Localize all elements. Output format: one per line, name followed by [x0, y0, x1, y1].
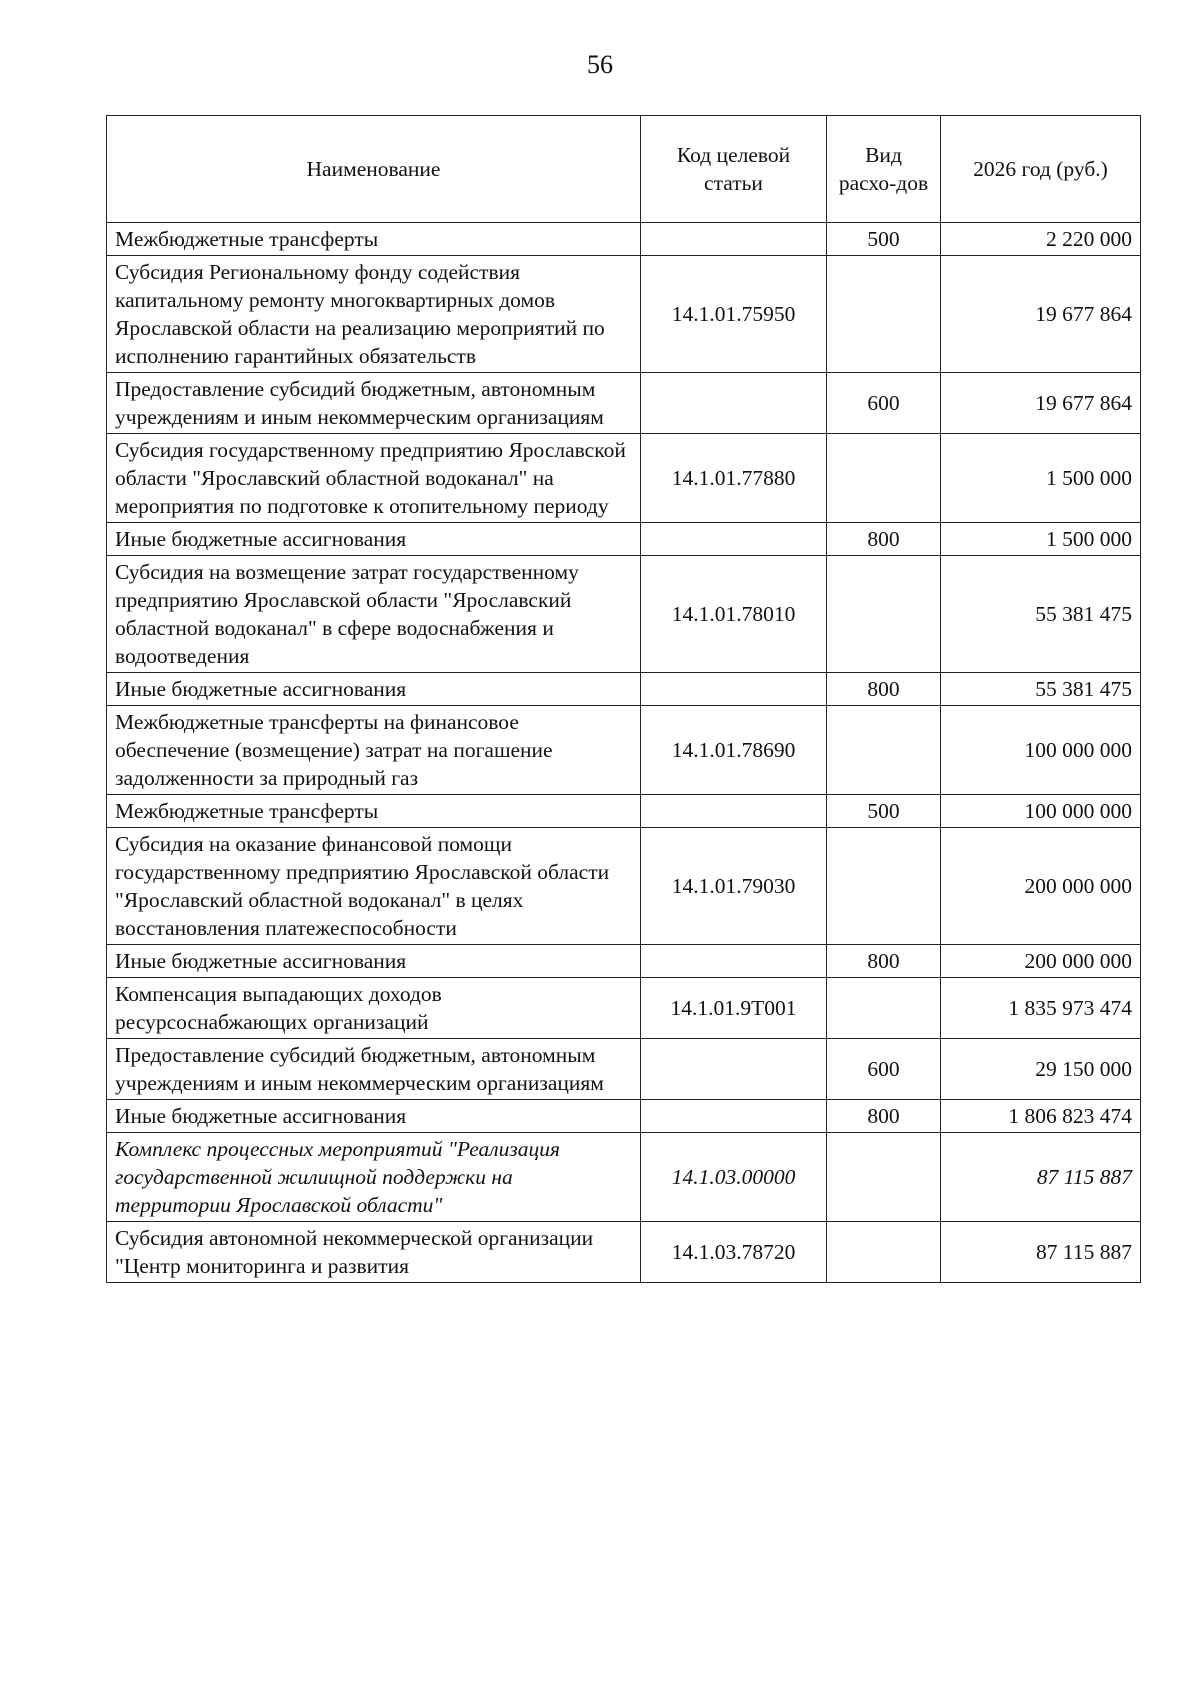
row-code	[641, 1100, 827, 1133]
row-amount: 29 150 000	[941, 1039, 1141, 1100]
table-row	[107, 223, 1141, 256]
row-expense-type	[827, 1222, 941, 1283]
table-header-row	[107, 116, 1141, 223]
table-row	[107, 795, 1141, 828]
row-expense-type	[827, 1133, 941, 1222]
table-row	[107, 1039, 1141, 1100]
row-amount: 87 115 887	[941, 1222, 1141, 1283]
row-name: Иные бюджетные ассигнования	[107, 523, 641, 556]
row-amount: 200 000 000	[941, 828, 1141, 945]
row-code	[641, 673, 827, 706]
table-row	[107, 945, 1141, 978]
row-amount: 19 677 864	[941, 373, 1141, 434]
row-code	[641, 523, 827, 556]
row-amount: 1 835 973 474	[941, 978, 1141, 1039]
row-name: Комплекс процессных мероприятий "Реализация государственной жилищной поддержки на территории Ярославской области"	[107, 1133, 641, 1222]
row-code: 14.1.01.75950	[641, 256, 827, 373]
row-expense-type: 800	[827, 1100, 941, 1133]
table-row	[107, 828, 1141, 945]
row-amount: 1 500 000	[941, 523, 1141, 556]
table-row	[107, 978, 1141, 1039]
table-row-program-complex	[107, 1133, 1141, 1222]
table-row	[107, 706, 1141, 795]
row-name: Предоставление субсидий бюджетным, автономным учреждениям и иным некоммерческим организациям	[107, 373, 641, 434]
row-expense-type	[827, 828, 941, 945]
row-amount: 200 000 000	[941, 945, 1141, 978]
row-code	[641, 1039, 827, 1100]
table-row	[107, 373, 1141, 434]
row-amount: 87 115 887	[941, 1133, 1141, 1222]
row-expense-type: 800	[827, 673, 941, 706]
table-row	[107, 1222, 1141, 1283]
row-code: 14.1.01.77880	[641, 434, 827, 523]
row-expense-type	[827, 556, 941, 673]
table-row	[107, 434, 1141, 523]
row-name: Субсидия на возмещение затрат государственному предприятию Ярославской области "Ярославский областной водоканал" в сфере водоснабжения и водоотведения	[107, 556, 641, 673]
page-number: 56	[587, 50, 613, 79]
row-code	[641, 223, 827, 256]
table-row	[107, 556, 1141, 673]
row-expense-type: 600	[827, 373, 941, 434]
row-code	[641, 373, 827, 434]
row-name: Иные бюджетные ассигнования	[107, 673, 641, 706]
row-name: Предоставление субсидий бюджетным, автономным учреждениям и иным некоммерческим организациям	[107, 1039, 641, 1100]
row-expense-type: 800	[827, 945, 941, 978]
row-expense-type	[827, 706, 941, 795]
row-name: Межбюджетные трансферты на финансовое обеспечение (возмещение) затрат на погашение задолженности за природный газ	[107, 706, 641, 795]
row-amount: 100 000 000	[941, 795, 1141, 828]
row-name: Компенсация выпадающих доходов ресурсоснабжающих организаций	[107, 978, 641, 1039]
row-code	[641, 945, 827, 978]
row-code: 14.1.01.78010	[641, 556, 827, 673]
row-code: 14.1.01.78690	[641, 706, 827, 795]
row-expense-type	[827, 434, 941, 523]
header-code-text: Код целевой статьи	[676, 143, 791, 195]
row-code	[641, 795, 827, 828]
row-expense-type: 500	[827, 795, 941, 828]
header-amount-2026-text: 2026 год (руб.)	[973, 157, 1108, 181]
row-expense-type: 500	[827, 223, 941, 256]
table-row	[107, 673, 1141, 706]
table-row	[107, 1100, 1141, 1133]
budget-table	[106, 115, 1141, 1283]
row-code: 14.1.03.00000	[641, 1133, 827, 1222]
row-amount: 55 381 475	[941, 556, 1141, 673]
row-expense-type	[827, 978, 941, 1039]
row-code: 14.1.03.78720	[641, 1222, 827, 1283]
row-amount: 2 220 000	[941, 223, 1141, 256]
header-code	[641, 116, 827, 223]
row-name: Межбюджетные трансферты	[107, 223, 641, 256]
table-row	[107, 523, 1141, 556]
table-row	[107, 256, 1141, 373]
row-amount: 100 000 000	[941, 706, 1141, 795]
header-expense-type	[827, 116, 941, 223]
row-code: 14.1.01.9Т001	[641, 978, 827, 1039]
header-name-text: Наименование	[306, 157, 441, 181]
row-name: Субсидия государственному предприятию Ярославской области "Ярославский областной водоканал" на мероприятия по подготовке к отопительному периоду	[107, 434, 641, 523]
row-name: Межбюджетные трансферты	[107, 795, 641, 828]
row-amount: 19 677 864	[941, 256, 1141, 373]
row-expense-type	[827, 256, 941, 373]
row-amount: 55 381 475	[941, 673, 1141, 706]
header-name	[107, 116, 641, 223]
row-amount: 1 806 823 474	[941, 1100, 1141, 1133]
header-expense-type-text: Вид расхо-дов	[838, 143, 929, 195]
row-name: Субсидия автономной некоммерческой организации "Центр мониторинга и развития	[107, 1222, 641, 1283]
row-name: Иные бюджетные ассигнования	[107, 1100, 641, 1133]
row-expense-type: 800	[827, 523, 941, 556]
row-code: 14.1.01.79030	[641, 828, 827, 945]
row-name: Субсидия Региональному фонду содействия капитальному ремонту многоквартирных домов Ярославской области на реализацию мероприятий по исполнению гарантийных обязательств	[107, 256, 641, 373]
row-name: Иные бюджетные ассигнования	[107, 945, 641, 978]
row-expense-type: 600	[827, 1039, 941, 1100]
header-amount-2026	[941, 116, 1141, 223]
row-name: Субсидия на оказание финансовой помощи государственному предприятию Ярославской области "Ярославский областной водоканал" в целях восстановления платежеспособности	[107, 828, 641, 945]
row-amount: 1 500 000	[941, 434, 1141, 523]
